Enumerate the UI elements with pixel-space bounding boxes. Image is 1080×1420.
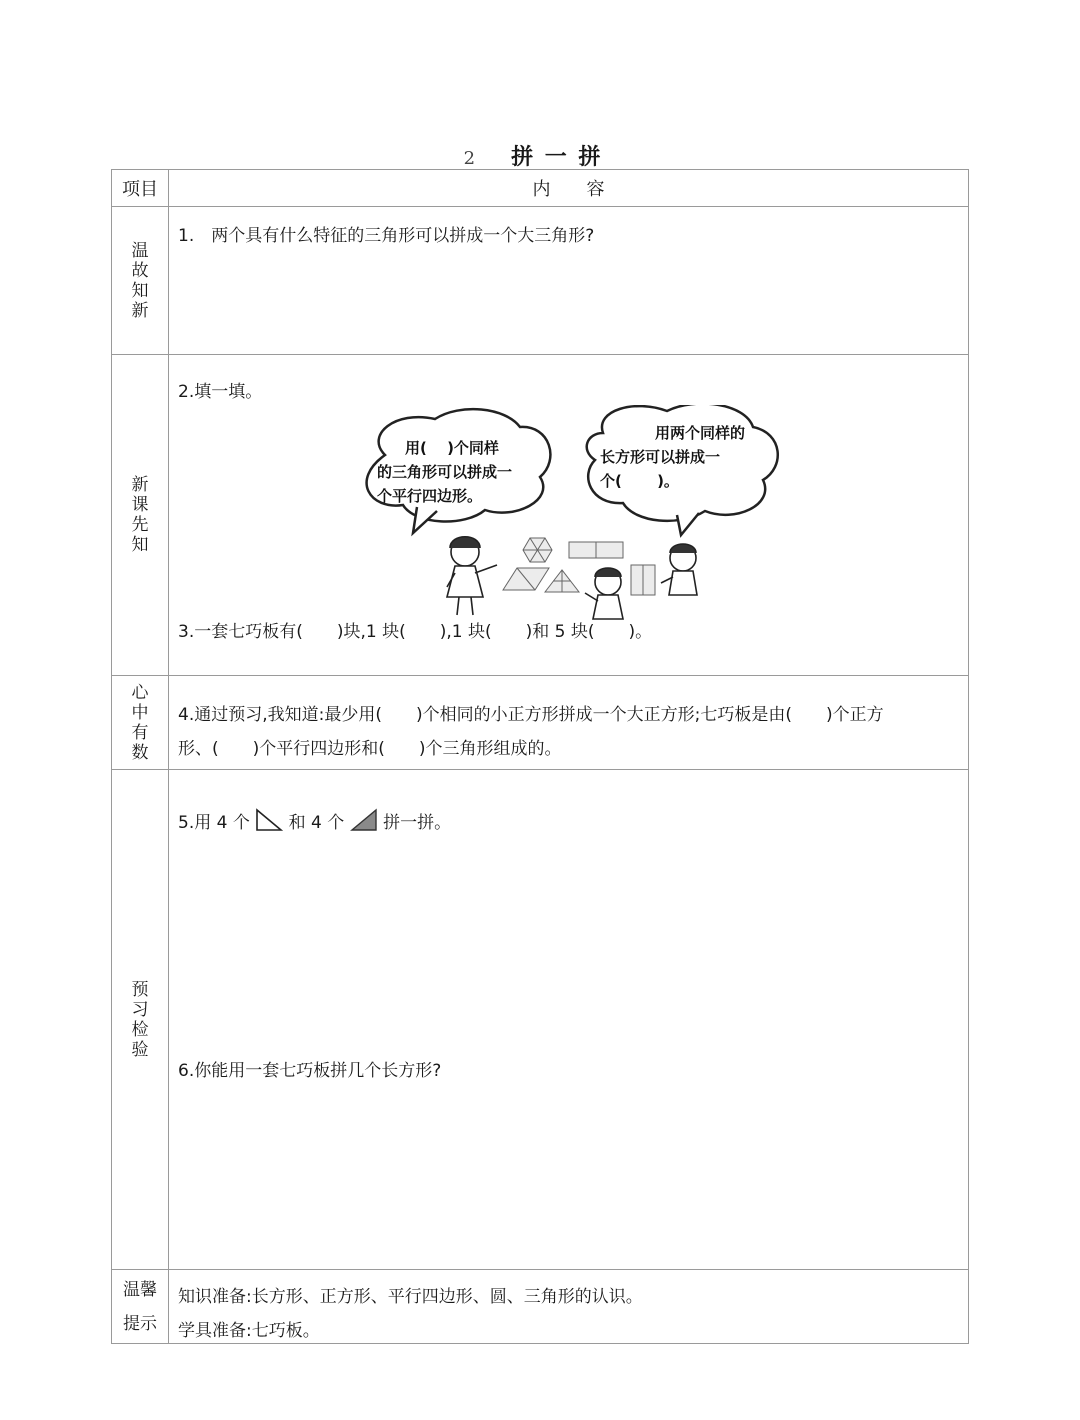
question-5 [178, 808, 451, 833]
new-lesson-content [169, 355, 969, 676]
tips-line-1: 知识准备:长方形、正方形、平行四边形、圆、三角形的认识。 [178, 1287, 643, 1307]
bubble-right-line-1: 用两个同样的 [655, 424, 746, 442]
question-4-line-1: 4.通过预习,我知道:最少用( )个相同的小正方形拼成一个大正方形;七巧板是由( )个正方 [178, 705, 884, 725]
row-check [112, 770, 969, 1270]
row-new-lesson [112, 355, 969, 676]
header-content-label: 内 容 [169, 170, 969, 207]
row-label-new-lesson: 新课先知 [112, 355, 169, 676]
question-5-part-a: 5.用 4 个 [178, 813, 250, 833]
illustration [355, 405, 795, 620]
tips-line-2: 学具准备:七巧板。 [178, 1321, 320, 1341]
boy-figure-right [661, 544, 697, 595]
hexagon-of-triangles [523, 538, 552, 562]
bubble-right-line-2: 长方形可以拼成一 [600, 448, 721, 466]
large-triangle [545, 570, 579, 592]
lesson-number: 2 [463, 148, 478, 169]
mind-content [169, 676, 969, 770]
question-3: 3.一套七巧板有( )块,1 块( ),1 块( )和 5 块( )。 [178, 622, 653, 642]
row-label-mind: 心中有数 [112, 676, 169, 770]
question-2: 2.填一填。 [178, 382, 263, 402]
worksheet-table [111, 169, 969, 1344]
question-6: 6.你能用一套七巧板拼几个长方形? [178, 1061, 442, 1081]
row-tips [112, 1270, 969, 1344]
header-item-label: 项目 [112, 170, 169, 207]
review-content [169, 207, 969, 355]
parallelogram-of-triangles [503, 568, 549, 590]
question-4-line-2: 形、( )个平行四边形和( )个三角形组成的。 [178, 739, 562, 759]
gray-right-triangle-icon [350, 808, 378, 832]
tips-content [169, 1270, 969, 1344]
row-label-tips: 温馨 提示 [112, 1270, 169, 1344]
row-label-review: 温故知新 [112, 207, 169, 355]
girl-figure [447, 537, 497, 615]
row-mind [112, 676, 969, 770]
row-label-check: 预习检验 [112, 770, 169, 1270]
row-review [112, 207, 969, 355]
page-title [0, 140, 1080, 171]
header-row [112, 170, 969, 207]
two-rectangles-vertical [631, 565, 655, 595]
bubble-left-line-3: 个平行四边形。 [377, 487, 483, 505]
white-right-triangle-icon [255, 808, 283, 832]
question-1: 1. 两个具有什么特征的三角形可以拼成一个大三角形? [178, 226, 595, 246]
two-rectangles-horizontal [569, 542, 623, 558]
lesson-title: 拼 一 拼 [511, 145, 603, 170]
question-5-part-b: 和 4 个 [288, 813, 345, 833]
boy-figure-front [585, 568, 623, 619]
bubble-left-line-2: 的三角形可以拼成一 [377, 463, 513, 481]
bubble-right-line-3: 个( )。 [600, 472, 679, 490]
check-content [169, 770, 969, 1270]
bubble-left-line-1: 用( )个同样 [405, 439, 499, 457]
question-5-part-c: 拼一拼。 [383, 813, 452, 833]
